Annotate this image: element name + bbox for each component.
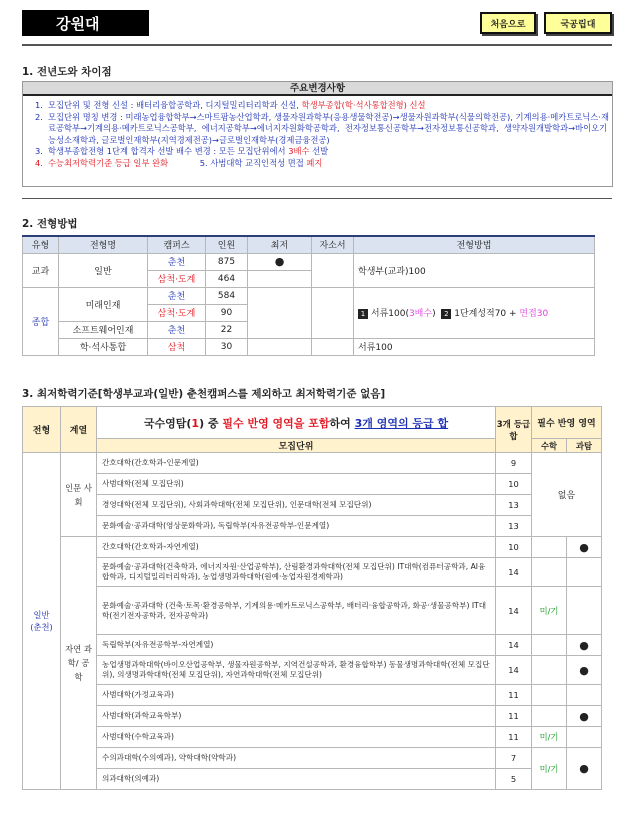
- count-cell: 90: [206, 304, 248, 321]
- science-cell: [567, 727, 602, 748]
- table-row: [23, 635, 602, 656]
- count-cell: 584: [206, 287, 248, 304]
- math-cell: [532, 635, 567, 656]
- unit-cell: 사범대학(수학교육과): [97, 727, 496, 748]
- change-text: 모집단위 및 전형 신설 : 배터리융합공학과, 디지털밀리터리학과 신설,: [48, 100, 302, 110]
- name-cell: 일반: [59, 253, 148, 287]
- table-row: [23, 558, 602, 587]
- name-cell: 소프트웨어인재: [59, 321, 148, 338]
- campus-cell: 삼척: [148, 338, 206, 355]
- method-step1: 1단계성적70 +: [454, 309, 520, 319]
- col-campus: 캠퍼스: [148, 236, 206, 253]
- col-unit: 모집단위: [97, 439, 496, 453]
- col-track: 계열: [61, 407, 97, 453]
- campus-cell: 춘천: [148, 287, 206, 304]
- change-number: 2.: [35, 111, 43, 122]
- change-item: [35, 112, 612, 147]
- sum-cell: 14: [496, 558, 532, 587]
- change-text: [168, 158, 200, 168]
- unit-cell: 경영대학(전체 모집단위), 사회과학대학(전체 모집단위), 인문대학(전체 모집단위): [97, 495, 496, 516]
- col-sum: 3개 등급합: [496, 407, 532, 453]
- sum-cell: 11: [496, 727, 532, 748]
- math-cell: [532, 656, 567, 685]
- science-cell: ●: [567, 706, 602, 727]
- unit-cell: 문화예술·공과대학 (건축·토목·환경공학부, 기계의용·메카트로닉스공학부, 배터리·융합공학과, 화공·생물공학부) IT대학(전기전자공학과, 전자공학과): [97, 587, 496, 635]
- changes-box-title: 주요변경사항: [23, 82, 612, 96]
- sum-cell: 14: [496, 587, 532, 635]
- track-cell: 자연 과학/ 공학: [61, 537, 97, 790]
- method-multiple: 3배수: [408, 309, 433, 319]
- sum-cell: 9: [496, 453, 532, 474]
- col-type: 전형: [23, 407, 61, 453]
- essay-cell: [312, 253, 354, 287]
- table-row: [23, 453, 602, 474]
- track-cell: 인문 사회: [61, 453, 97, 537]
- essay-cell: [312, 287, 354, 338]
- unit-cell: 사범대학(과학교육학부): [97, 706, 496, 727]
- section1-title: 1. 전년도와 차이점: [22, 66, 112, 78]
- unit-cell: 수의과대학(수의예과), 약학대학(약학과): [97, 748, 496, 769]
- change-item: [35, 158, 612, 170]
- table-row: [23, 769, 602, 790]
- count-cell: 875: [206, 253, 248, 270]
- step1-badge: 1: [358, 309, 368, 319]
- sum-cell: 10: [496, 537, 532, 558]
- min-cell: [248, 270, 312, 287]
- method-cell: 서류100: [354, 338, 595, 355]
- table-row: [23, 706, 602, 727]
- selection-method-table: [22, 235, 595, 356]
- sum-cell: 14: [496, 656, 532, 685]
- col-math: 수학: [532, 439, 567, 453]
- science-cell: [567, 587, 602, 635]
- unit-cell: 사범대학(가정교육과): [97, 685, 496, 706]
- table-row: [23, 516, 602, 537]
- count-cell: 30: [206, 338, 248, 355]
- type-cell: 종합: [23, 287, 59, 355]
- section3-title: 3. 최저학력기준[학생부교과(일반) 춘천캠퍼스를 제외하고 최저학력기준 없음]: [22, 388, 386, 400]
- science-cell: ●: [567, 748, 602, 790]
- col-type: 유형: [23, 236, 59, 253]
- essay-cell: [312, 338, 354, 355]
- table-row: [23, 748, 602, 769]
- campus-cell: 춘천: [148, 253, 206, 270]
- col-science: 과탐: [567, 439, 602, 453]
- sum-cell: 11: [496, 706, 532, 727]
- unit-cell: 문화예술·공과대학(건축학과, 에너지자원·산업공학부), 산림환경과학대학(전체 모집단위) IT대학(컴퓨터공학과, AI융합학과, 디지털밀리터리학과), 농업생명과학대학(원예·농업자원경제학과): [97, 558, 496, 587]
- unit-cell: 사범대학(전체 모집단위): [97, 474, 496, 495]
- change-text: 3배수: [288, 146, 310, 157]
- change-text: 모집단위 명칭 변경 : 미래농업융합학부→스마트팜농산업학과, 생물자원과학부(응용생물학전공)→생물자원과학부(식물의학전공), 기계의용·메카트로닉스·재료공학부→기계의용·메카트로닉스공학부, 에너지공학부→에너지자원화학공학과, 전자정보통신공학부→전자정보통신공학과, 생약자원개발학과→바이오기능성소재학과, 글로벌인재학부(지역경제전공)→글로벌인재학부(경제금융전공): [48, 111, 609, 145]
- table-row: [23, 495, 602, 516]
- unit-cell: 의과대학(의예과): [97, 769, 496, 790]
- math-cell: 미/기: [532, 727, 567, 748]
- minimum-standard-table: [22, 406, 602, 790]
- method-cell: [354, 287, 595, 338]
- name-cell: 미래인재: [59, 287, 148, 321]
- table-row: [23, 727, 602, 748]
- sum-cell: 10: [496, 474, 532, 495]
- method-interview: 면접30: [519, 309, 549, 319]
- col-min: 최저: [248, 236, 312, 253]
- change-number: 1.: [35, 100, 43, 110]
- top-divider: [22, 44, 612, 46]
- col-name: 전형명: [59, 236, 148, 253]
- science-cell: ●: [567, 635, 602, 656]
- science-cell: ●: [567, 656, 602, 685]
- section2-title: 2. 전형방법: [22, 218, 78, 230]
- change-text: 학생부종합전형 1단계 합격자 선발 배수 변경 : 모든 모집단위에서: [48, 146, 289, 157]
- change-text: 선발: [309, 146, 329, 157]
- math-cell: [532, 706, 567, 727]
- math-cell: [532, 537, 567, 558]
- table-row: [23, 587, 602, 635]
- table-row: [23, 537, 602, 558]
- change-text: 학생부종합(학·석사통합전형) 신설: [301, 100, 426, 110]
- math-cell: 미/기: [532, 587, 567, 635]
- min-dot: ●: [248, 253, 312, 270]
- campus-cell: 삼척·도계: [148, 304, 206, 321]
- unit-cell: 간호대학(간호학과-인문계열): [97, 453, 496, 474]
- sum-cell: 7: [496, 748, 532, 769]
- type-cell: 일반 (춘천): [23, 453, 61, 790]
- change-text: 수능최저학력기준 등급 일부 완화: [48, 157, 169, 168]
- change-text: 폐지: [306, 157, 323, 168]
- section1-divider: [22, 198, 612, 199]
- math-cell: [532, 685, 567, 706]
- science-cell: [567, 558, 602, 587]
- table-row: [23, 656, 602, 685]
- name-cell: 학·석사통합: [59, 338, 148, 355]
- col-essay: 자소서: [312, 236, 354, 253]
- change-number: 4.: [35, 157, 43, 168]
- sum-cell: 13: [496, 495, 532, 516]
- step2-badge: 2: [441, 309, 451, 319]
- change-number: 3.: [35, 146, 43, 157]
- science-cell: ●: [567, 537, 602, 558]
- col-required: 필수 반영 영역: [532, 407, 602, 439]
- unit-cell: 독립학부(자유전공학부-자연계열): [97, 635, 496, 656]
- public-univ-button[interactable]: 국공립대: [544, 12, 612, 34]
- unit-cell: 농업생명과학대학(바이오산업공학부, 생물자원공학부, 지역건설공학과, 환경융합학부) 동물생명과학대학(전체 모집단위), 의생명과학대학(전체 모집단위), 자연과학대학(전체 모집단위): [97, 656, 496, 685]
- unit-cell: 간호대학(간호학과-자연계열): [97, 537, 496, 558]
- sum-cell: 5: [496, 769, 532, 790]
- math-cell: [532, 558, 567, 587]
- min-cell: [248, 338, 312, 355]
- changes-list: [23, 96, 612, 170]
- min-cell: [248, 287, 312, 338]
- math-cell: 미/기: [532, 748, 567, 790]
- method-close: ): [432, 309, 436, 319]
- table-row: [23, 474, 602, 495]
- method-doc: 서류100(: [370, 309, 409, 319]
- unit-cell: 문화예술·공과대학(영상문화학과), 독립학부(자유전공학부-인문계열): [97, 516, 496, 537]
- changes-box: [22, 81, 613, 187]
- first-page-button[interactable]: 처음으로: [480, 12, 536, 34]
- campus-cell: 삼척·도계: [148, 270, 206, 287]
- col-method: 전형방법: [354, 236, 595, 253]
- change-item: [35, 146, 612, 158]
- rule-text: 국수영탐(1) 중 필수 반영 영역을 포함하여 3개 영역의 등급 합: [97, 407, 496, 439]
- science-cell: [567, 685, 602, 706]
- campus-cell: 춘천: [148, 321, 206, 338]
- table-row: [23, 685, 602, 706]
- method-cell: 학생부(교과)100: [354, 253, 595, 287]
- required-cell: 없음: [532, 453, 602, 537]
- change-text: 5. 사범대학 교직인적성 면접: [199, 157, 307, 168]
- count-cell: 22: [206, 321, 248, 338]
- sum-cell: 13: [496, 516, 532, 537]
- col-count: 인원: [206, 236, 248, 253]
- change-item: [35, 100, 612, 112]
- sum-cell: 14: [496, 635, 532, 656]
- type-cell: 교과: [23, 253, 59, 287]
- sum-cell: 11: [496, 685, 532, 706]
- university-title: 강원대: [22, 10, 149, 36]
- count-cell: 464: [206, 270, 248, 287]
